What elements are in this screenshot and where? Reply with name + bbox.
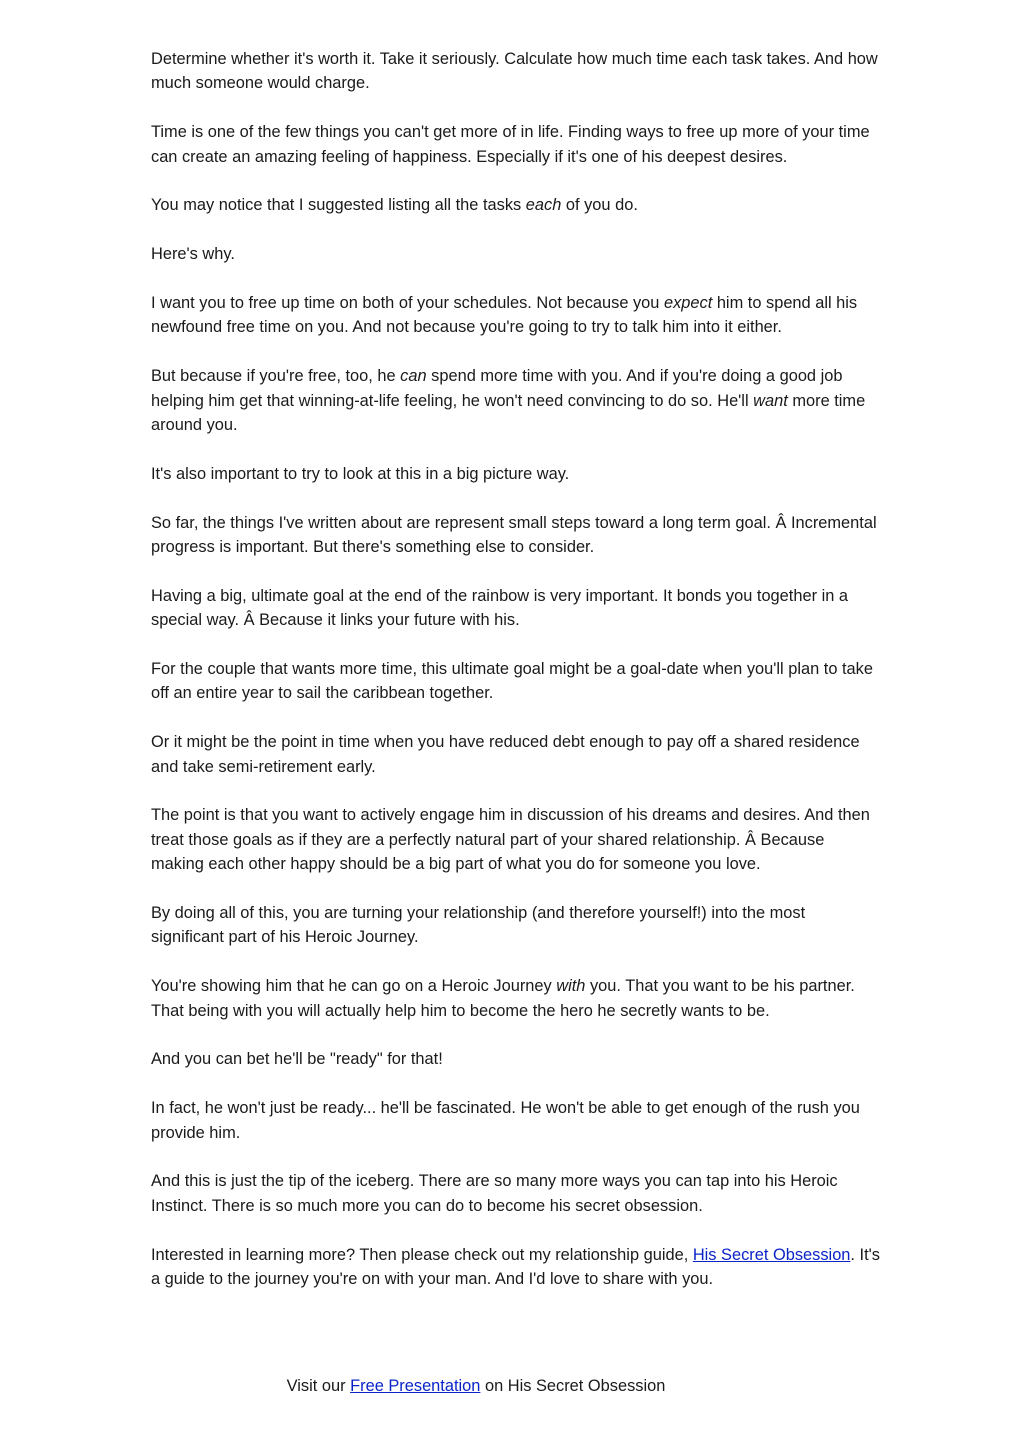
paragraph-text: And you can bet he'll be "ready" for that! bbox=[151, 1050, 443, 1069]
paragraph-text: You're showing him that he can go on a Heroic Journey bbox=[151, 977, 557, 996]
document-body bbox=[151, 47, 881, 1316]
paragraph-text: . It's a guide to the journey you're on with your man. And I'd love to share with you. bbox=[151, 1245, 880, 1289]
paragraph-fascinated bbox=[151, 1096, 881, 1145]
paragraph-reduce-debt bbox=[151, 730, 881, 779]
paragraph-text: And this is just the tip of the iceberg. There are so many more ways you can tap into his Heroic Instinct. There is so much more you can do to become his secret obsession. bbox=[151, 1172, 838, 1215]
paragraph-text: spend more time with you. And if you're doing a good job helping him get that winning-at-life feeling, he won't need convincing to do so. He'll bbox=[151, 367, 843, 410]
paragraph-learn-more bbox=[151, 1243, 881, 1292]
emphasis-text: with bbox=[556, 977, 586, 996]
paragraph-text: Interested in learning more? Then please check out my relationship guide, bbox=[151, 1245, 693, 1264]
paragraph-text: I want you to free up time on both of your schedules. Not because you bbox=[151, 294, 664, 312]
paragraph-big-picture bbox=[151, 462, 881, 486]
emphasis-text: expect bbox=[663, 294, 713, 312]
footer bbox=[0, 1374, 952, 1398]
paragraph-heroic-journey bbox=[151, 901, 881, 950]
paragraph-worth-it bbox=[151, 47, 881, 96]
paragraph-couple bbox=[151, 657, 881, 706]
paragraph-text: So far, the things I've written about are represent small steps toward a long term goal. Â Incremental progress is important. But there's something else to consider. bbox=[151, 513, 877, 557]
paragraph-text: him to spend all his newfound free time on you. And not because you're going to try to talk him into it either. bbox=[151, 294, 858, 337]
paragraph-text: of you do. bbox=[561, 196, 638, 215]
paragraph-text: Having a big, ultimate goal at the end of the rainbow is very important. It bonds you together in a special way. Â Because it links your future with his. bbox=[151, 586, 849, 630]
footer-prefix: Visit our bbox=[286, 1377, 351, 1395]
paragraph-heres-why bbox=[151, 242, 881, 266]
paragraph-text: In fact, he won't just be ready... he'll be fascinated. He won't be able to get enough of the rush you provide him. bbox=[151, 1099, 860, 1142]
paragraph-showing bbox=[151, 974, 881, 1023]
paragraph-text: Here's why. bbox=[151, 245, 235, 264]
emphasis-text: each bbox=[525, 196, 562, 215]
paragraph-text: Determine whether it's worth it. Take it seriously. Calculate how much time each task takes. And how much someone would charge. bbox=[151, 50, 878, 93]
free-presentation-link[interactable]: Free Presentation bbox=[350, 1377, 481, 1395]
paragraph-text: Time is one of the few things you can't get more of in life. Finding ways to free up more of your time can create an amazing feeling of happiness. Especially if it's one of his deepest desires. bbox=[151, 123, 870, 166]
footer-suffix: on His Secret Obsession bbox=[480, 1377, 666, 1395]
paragraph-ready bbox=[151, 1047, 881, 1071]
paragraph-text: You may notice that I suggested listing all the tasks bbox=[151, 196, 526, 215]
paragraph-small-steps bbox=[151, 511, 881, 560]
paragraph-because-free bbox=[151, 364, 881, 437]
paragraph-text: Or it might be the point in time when you have reduced debt enough to pay off a shared residence and take semi-retirement early. bbox=[151, 733, 860, 776]
paragraph-text: It's also important to try to look at this in a big picture way. bbox=[151, 464, 570, 483]
paragraph-engage bbox=[151, 803, 881, 876]
paragraph-time bbox=[151, 120, 881, 169]
his-secret-obsession-link[interactable]: His Secret Obsession bbox=[692, 1245, 851, 1264]
paragraph-ultimate-goal bbox=[151, 584, 881, 633]
emphasis-text: want bbox=[753, 391, 788, 410]
paragraph-text: By doing all of this, you are turning your relationship (and therefore yourself!) into the most significant part of his Heroic Journey. bbox=[151, 904, 806, 947]
paragraph-tasks bbox=[151, 193, 881, 217]
paragraph-text: you. That you want to be his partner. That being with you will actually help him to become the hero he secretly wants to be. bbox=[151, 977, 855, 1020]
paragraph-free-up-time bbox=[151, 291, 881, 340]
emphasis-text: can bbox=[400, 367, 427, 386]
paragraph-text: For the couple that wants more time, this ultimate goal might be a goal-date when you'll plan to take off an entire year to sail the caribbean together. bbox=[151, 660, 873, 703]
paragraph-text: But because if you're free, too, he bbox=[151, 367, 401, 386]
paragraph-text: more time around you. bbox=[151, 391, 866, 435]
paragraph-text: The point is that you want to actively engage him in discussion of his dreams and desires. And then treat those goals as if they are a perfectly natural part of your shared relationship. Â Because making each other happy should be a big part of what you do for someone you love. bbox=[151, 806, 870, 874]
paragraph-iceberg bbox=[151, 1169, 881, 1218]
